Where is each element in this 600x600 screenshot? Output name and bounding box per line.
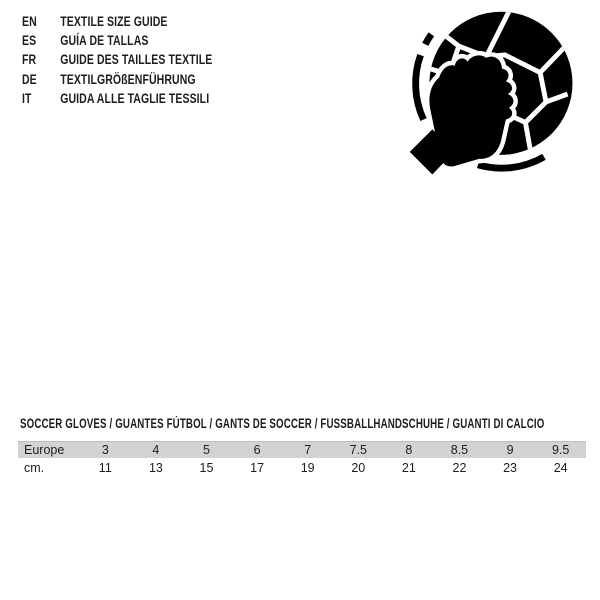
cm-value: 19 (300, 460, 315, 475)
cm-value: 17 (250, 460, 265, 475)
size-value: 4 (152, 443, 160, 457)
size-value: 8.5 (450, 443, 469, 457)
size-value: 5 (203, 443, 210, 457)
cm-value: 11 (98, 460, 112, 475)
language-label: TEXTILGRÖßENFÜHRUNG (60, 71, 196, 87)
cm-value: 21 (401, 460, 416, 475)
language-code: DE (22, 71, 37, 87)
language-row-fr (22, 50, 212, 69)
cm-value: 15 (199, 460, 214, 475)
language-code: EN (22, 14, 37, 30)
size-value: 3 (101, 443, 109, 457)
cm-value: 13 (148, 460, 163, 475)
language-label: TEXTILE SIZE GUIDE (60, 14, 168, 30)
language-code: ES (22, 33, 37, 49)
row-label: cm. (24, 460, 45, 475)
row-label: Europe (24, 443, 65, 457)
size-value: 9.5 (551, 443, 570, 457)
goalkeeper-glove-soccer-ball-icon (400, 0, 596, 196)
language-row-en (22, 12, 212, 31)
language-row-it (22, 89, 212, 108)
language-list (22, 12, 212, 108)
table-row-cm (18, 458, 586, 477)
cm-value: 24 (553, 460, 568, 475)
cm-value: 20 (351, 460, 366, 475)
size-value: 7 (304, 443, 312, 457)
language-label: GUÍA DE TALLAS (60, 33, 149, 49)
language-label: GUIDE DES TAILLES TEXTILE (60, 52, 213, 68)
size-value: 7.5 (349, 443, 367, 457)
language-row-es (22, 31, 212, 50)
size-guide-table (18, 441, 586, 477)
language-label: GUIDA ALLE TAGLIE TESSILI (60, 90, 210, 106)
glove-icon (410, 55, 514, 174)
cm-value: 22 (452, 460, 467, 475)
cm-value: 23 (503, 460, 517, 475)
size-value: 6 (253, 443, 261, 457)
table-row-europe (18, 441, 586, 458)
language-code: IT (22, 90, 32, 106)
language-row-de (22, 70, 212, 89)
size-table-title: SOCCER GLOVES / GUANTES FÚTBOL / GANTS DE SOCCER / FUSSBALLHANDSCHUHE / GUANTI DI CALCIO (20, 416, 545, 431)
size-value: 8 (405, 443, 413, 457)
size-value: 9 (506, 443, 514, 457)
language-code: FR (22, 52, 37, 68)
